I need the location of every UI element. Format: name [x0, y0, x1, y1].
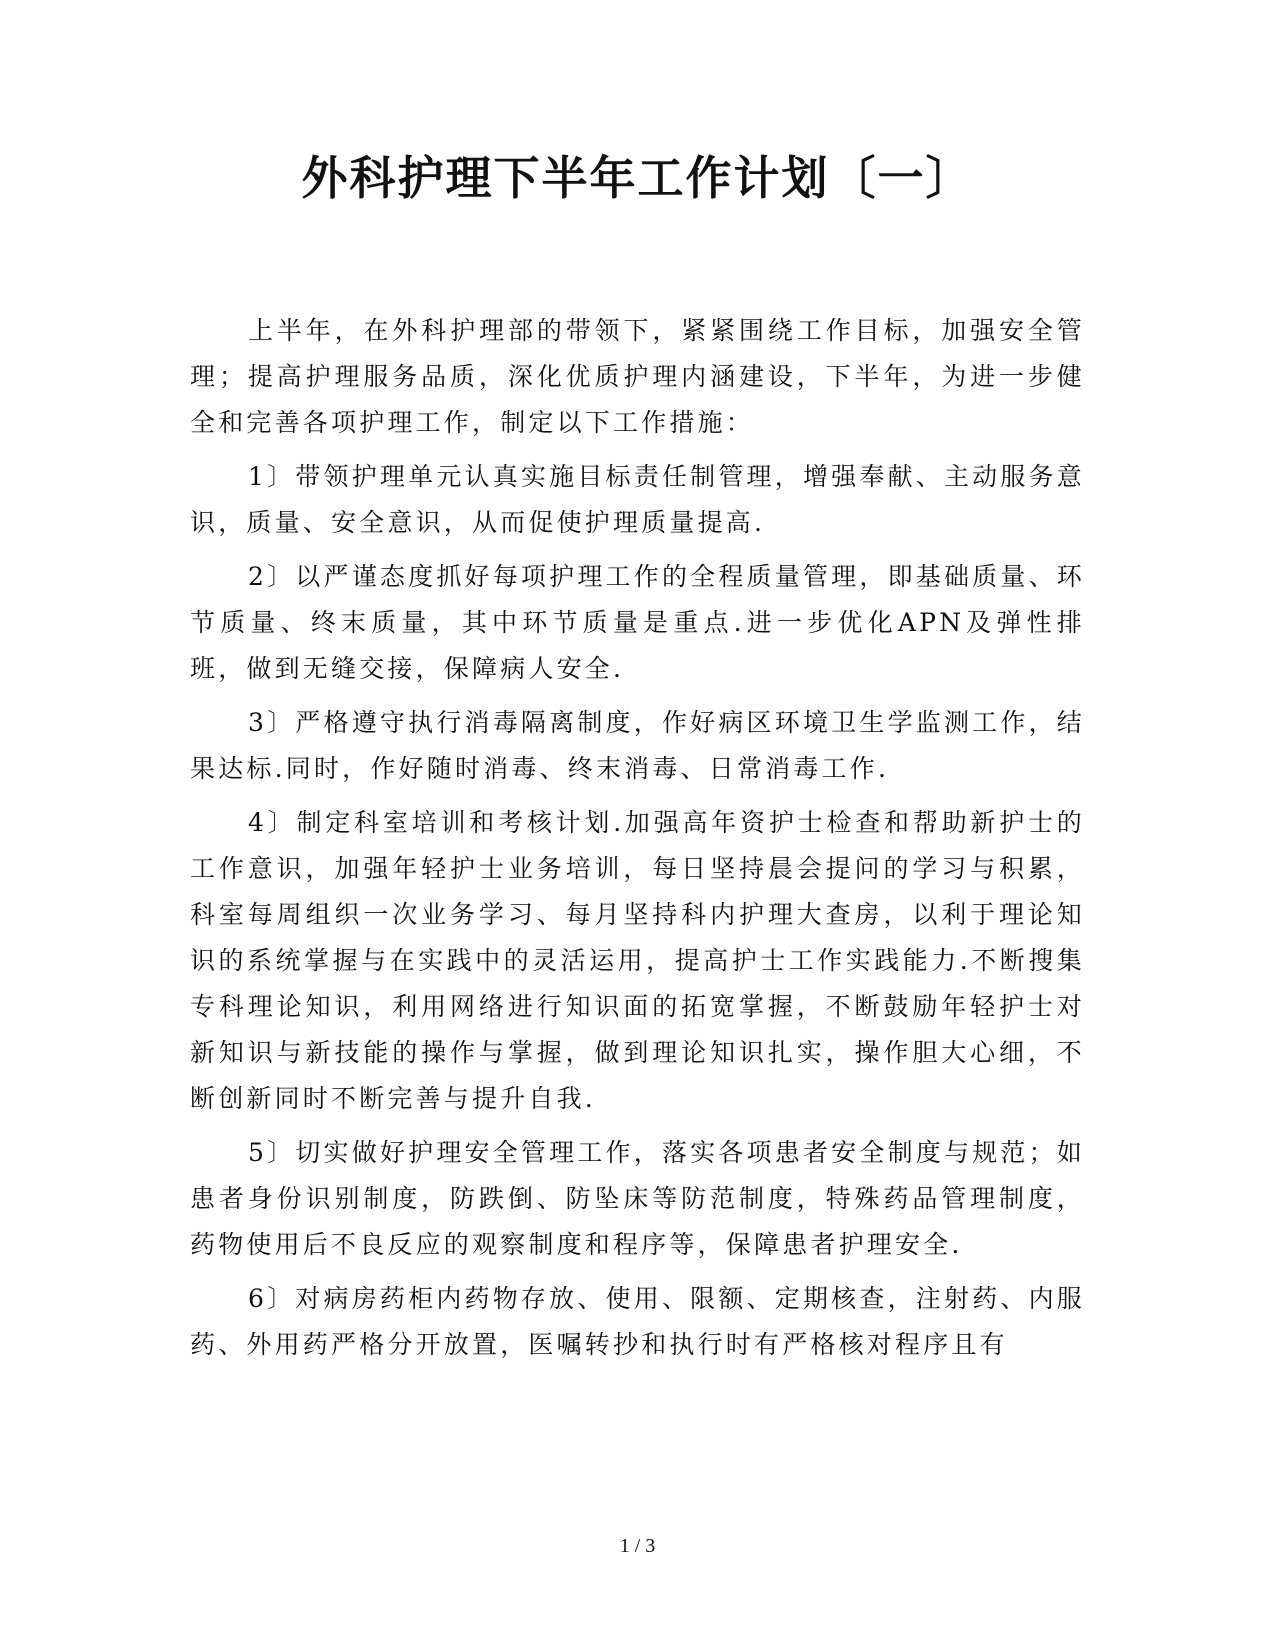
paragraph-item-5: 5〕切实做好护理安全管理工作，落实各项患者安全制度与规范；如患者身份识别制度，防跌倒、防坠床等防范制度，特殊药品管理制度，药物使用后不良反应的观察制度和程序等，保障患者护理安全.	[190, 1138, 1085, 1259]
paragraph-item-6: 6〕对病房药柜内药物存放、使用、限额、定期核查，注射药、内服药、外用药严格分开放置，医嘱转抄和执行时有严格核对程序且有	[190, 1284, 1085, 1359]
paragraph-item-1: 1〕带领护理单元认真实施目标责任制管理，增强奉献、主动服务意识，质量、安全意识，从而促使护理质量提高.	[190, 462, 1085, 537]
paragraph-item-2: 2〕以严谨态度抓好每项护理工作的全程质量管理，即基础质量、环节质量、终末质量，其中环节质量是重点.进一步优化APN及弹性排班，做到无缝交接，保障病人安全.	[190, 562, 1085, 683]
paragraph-intro: 上半年，在外科护理部的带领下，紧紧围绕工作目标，加强安全管理；提高护理服务品质，深化优质护理内涵建设，下半年，为进一步健全和完善各项护理工作，制定以下工作措施：	[190, 316, 1085, 437]
paragraph-item-4: 4〕制定科室培训和考核计划.加强高年资护士检查和帮助新护士的工作意识，加强年轻护士业务培训，每日坚持晨会提问的学习与积累，科室每周组织一次业务学习、每月坚持科内护理大查房，以利于理论知识的系统掌握与在实践中的灵活运用，提高护士工作实践能力.不断搜集专科理论知识，利用网络进行知识面的拓宽掌握，不断鼓励年轻护士对新知识与新技能的操作与掌握，做到理论知识扎实，操作胆大心细，不断创新同时不断完善与提升自我.	[190, 808, 1085, 1113]
document-title: 外科护理下半年工作计划〔一〕	[301, 151, 974, 205]
paragraph-item-3: 3〕严格遵守执行消毒隔离制度，作好病区环境卫生学监测工作，结果达标.同时，作好随时消毒、终末消毒、日常消毒工作.	[190, 708, 1085, 783]
document-body	[190, 308, 1085, 1376]
page-number: 1 / 3	[619, 1535, 656, 1557]
